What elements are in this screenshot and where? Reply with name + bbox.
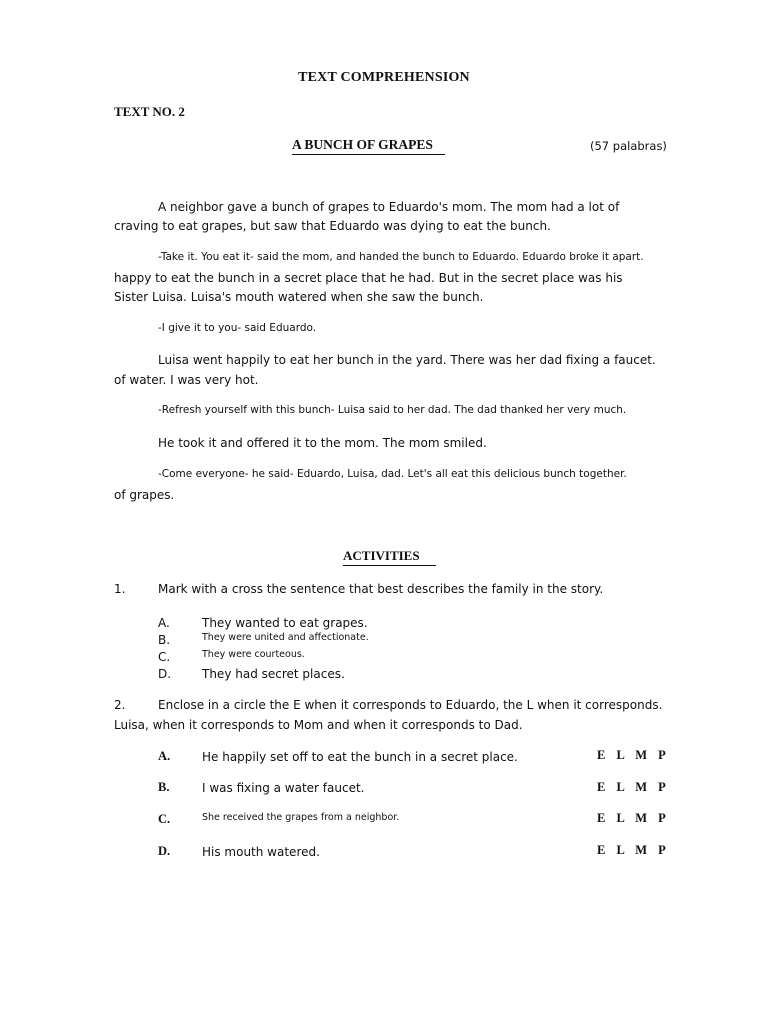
story-line: of water. I was very hot. (114, 373, 259, 387)
option-letter: A. (158, 616, 170, 630)
question-1-text: Mark with a cross the sentence that best describes the family in the story. (158, 582, 604, 596)
question-1-number: 1. (114, 582, 126, 596)
item-letter: B. (158, 780, 170, 794)
option-text: They were united and affectionate. (202, 632, 369, 643)
item-choices: E L M P (597, 811, 667, 825)
story-line: craving to eat grapes, but saw that Eduardo was dying to eat the bunch. (114, 219, 551, 233)
question-2-text: Luisa, when it corresponds to Mom and when it corresponds to Dad. (114, 718, 523, 732)
story-title-text: A BUNCH OF GRAPES (292, 137, 445, 155)
story-line: Sister Luisa. Luisa's mouth watered when she saw the bunch. (114, 290, 484, 304)
story-line: happy to eat the bunch in a secret place that he had. But in the secret place was his (114, 271, 623, 285)
story-line: Luisa went happily to eat her bunch in the yard. There was her dad fixing a faucet. (158, 353, 656, 367)
item-choices: E L M P (597, 843, 667, 857)
activities-heading (343, 548, 436, 566)
item-choices: E L M P (597, 780, 667, 794)
story-line: -I give it to you- said Eduardo. (158, 322, 317, 334)
page-title: TEXT COMPREHENSION (298, 70, 470, 85)
text-number: TEXT NO. 2 (114, 104, 185, 119)
option-text: They wanted to eat grapes. (202, 616, 368, 630)
item-letter: C. (158, 812, 171, 826)
activities-heading-text: ACTIVITIES (343, 548, 436, 566)
item-choices: E L M P (597, 748, 667, 762)
item-letter: D. (158, 844, 171, 858)
story-line: -Refresh yourself with this bunch- Luisa said to her dad. The dad thanked her very much. (158, 404, 627, 416)
story-title (292, 137, 445, 155)
story-line: of grapes. (114, 488, 175, 502)
item-text: He happily set off to eat the bunch in a secret place. (202, 750, 518, 764)
option-text: They were courteous. (202, 649, 305, 660)
question-2-number: 2. (114, 698, 126, 712)
story-line: -Come everyone- he said- Eduardo, Luisa, dad. Let's all eat this delicious bunch together. (158, 468, 627, 480)
option-text: They had secret places. (202, 667, 345, 681)
item-letter: A. (158, 749, 171, 763)
story-line: He took it and offered it to the mom. The mom smiled. (158, 436, 487, 450)
story-line: A neighbor gave a bunch of grapes to Eduardo's mom. The mom had a lot of (158, 200, 620, 214)
option-letter: C. (158, 650, 171, 664)
story-line: -Take it. You eat it- said the mom, and handed the bunch to Eduardo. Eduardo broke it apart. (158, 251, 644, 263)
word-count: (57 palabras) (590, 139, 667, 153)
item-text: She received the grapes from a neighbor. (202, 812, 400, 823)
question-2-text: Enclose in a circle the E when it corresponds to Eduardo, the L when it corresponds. (158, 698, 663, 712)
item-text: His mouth watered. (202, 845, 320, 859)
option-letter: B. (158, 633, 171, 647)
item-text: I was fixing a water faucet. (202, 781, 365, 795)
option-letter: D. (158, 667, 172, 681)
